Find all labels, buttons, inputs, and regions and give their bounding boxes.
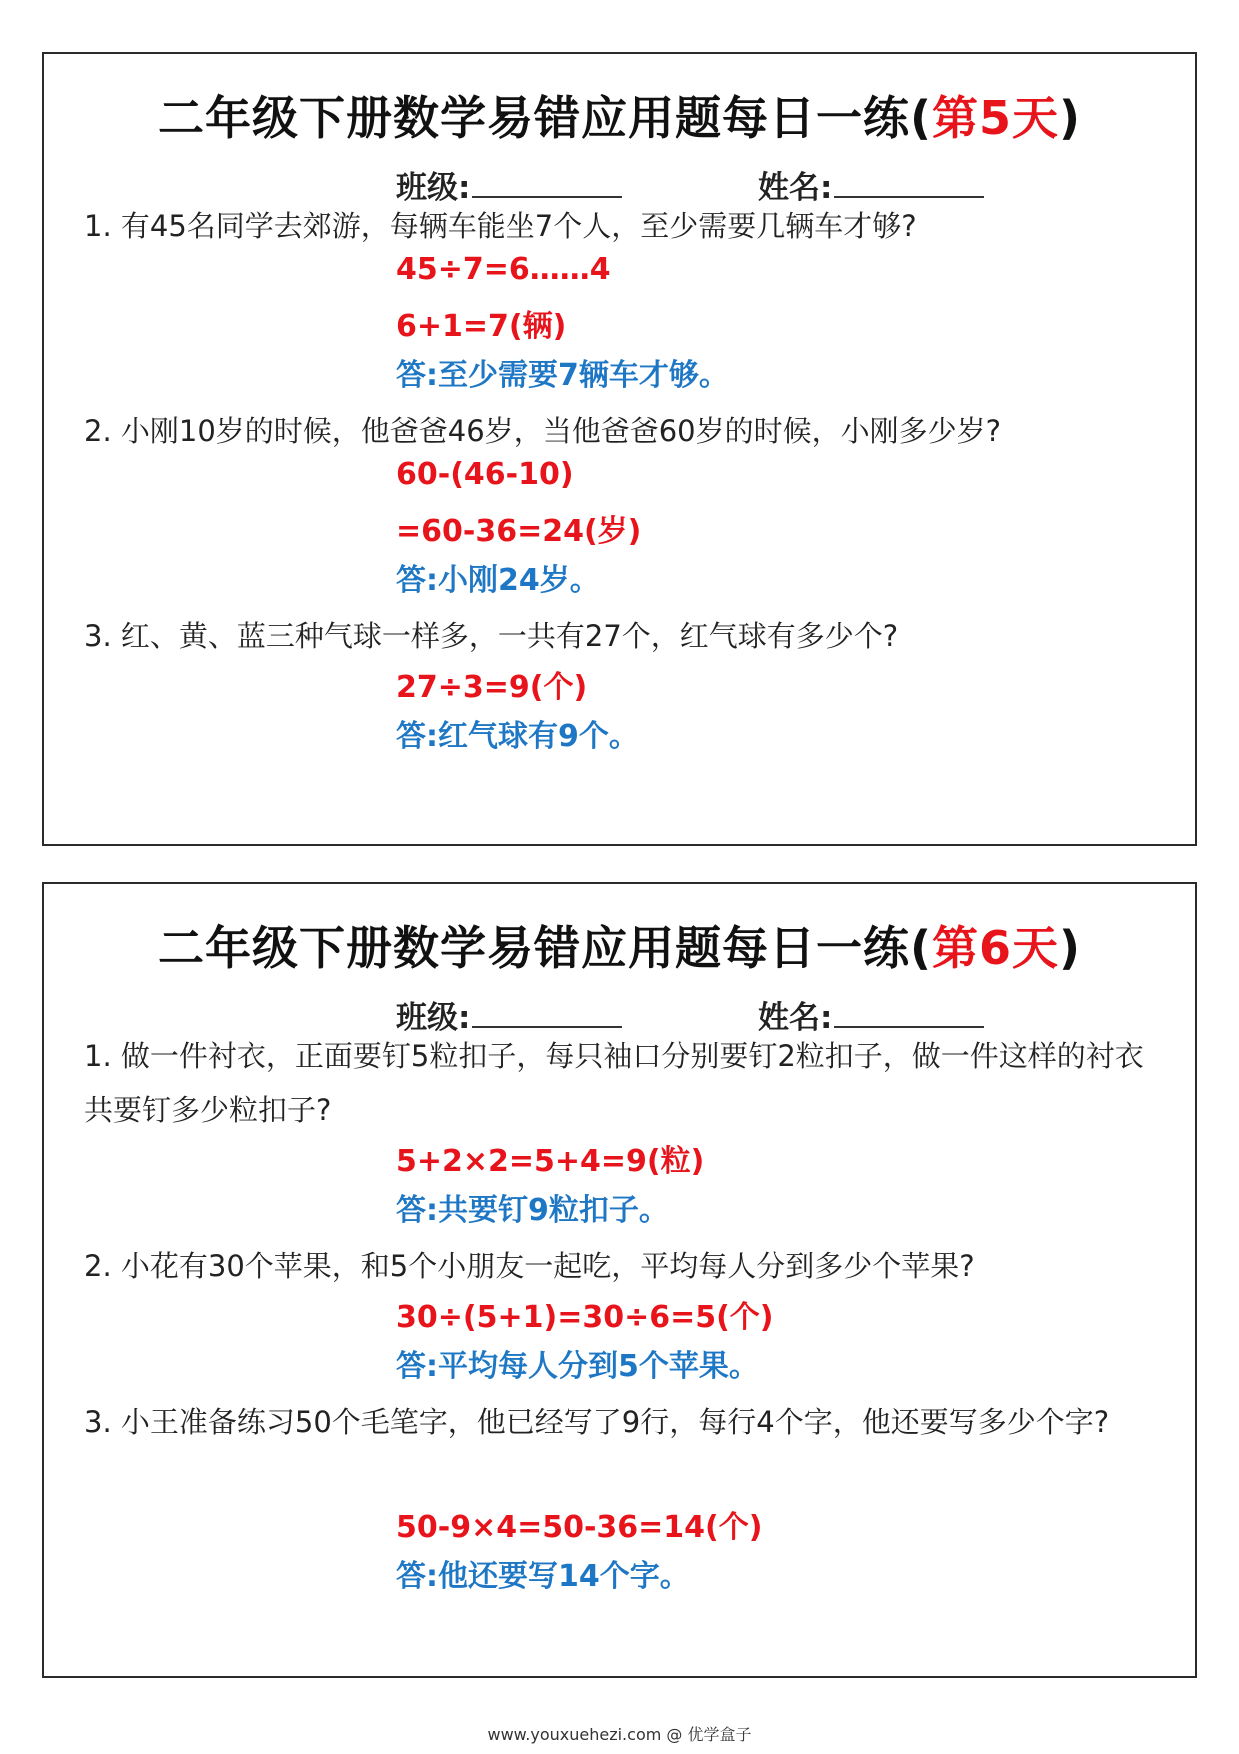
answer-line: 答:小刚24岁。 xyxy=(396,563,600,598)
class-blank-line[interactable] xyxy=(472,998,622,1028)
question-text: 2. 小刚10岁的时候，他爸爸46岁，当他爸爸60岁的时候，小刚多少岁? xyxy=(84,414,1001,448)
calculation-line: 27÷3=9(个) xyxy=(396,670,588,705)
class-blank-line[interactable] xyxy=(472,168,622,198)
answer-line: 答:至少需要7辆车才够。 xyxy=(396,358,729,393)
question-text: 3. 红、黄、蓝三种气球一样多，一共有27个，红气球有多少个? xyxy=(84,619,899,653)
calculation-line: 6+1=7(辆) xyxy=(396,309,567,344)
name-blank-line[interactable] xyxy=(834,168,984,198)
question-text: 3. 小王准备练习50个毛笔字，他已经写了9行，每行4个字，他还要写多少个字? xyxy=(84,1405,1110,1439)
question-text: 2. 小花有30个苹果，和5个小朋友一起吃，平均每人分到多少个苹果? xyxy=(84,1249,975,1283)
title-main-text: 二年级下册数学易错应用题每日一练( xyxy=(157,91,932,145)
worksheet-title xyxy=(44,912,1195,978)
question-text: 1. 有45名同学去郊游，每辆车能坐7个人，至少需要几辆车才够? xyxy=(84,209,917,243)
answer-line: 答:平均每人分到5个苹果。 xyxy=(396,1349,759,1384)
title-main-text: 二年级下册数学易错应用题每日一练( xyxy=(157,921,932,975)
worksheet-title xyxy=(44,82,1195,148)
worksheet-card-day6 xyxy=(42,882,1197,1678)
calculation-line: 30÷(5+1)=30÷6=5(个) xyxy=(396,1300,774,1335)
title-close-paren: ) xyxy=(1059,91,1082,145)
class-label: 班级: xyxy=(396,1000,471,1036)
class-label: 班级: xyxy=(396,170,471,206)
title-day-label: 第5天 xyxy=(931,91,1059,145)
calculation-line: 60-(46-10) xyxy=(396,457,574,492)
calculation-line: =60-36=24(岁) xyxy=(396,514,642,549)
name-label: 姓名: xyxy=(758,170,833,206)
calculation-line: 5+2×2=5+4=9(粒) xyxy=(396,1144,705,1179)
answer-line: 答:共要钉9粒扣子。 xyxy=(396,1193,669,1228)
name-blank-line[interactable] xyxy=(834,998,984,1028)
worksheet-card-day5 xyxy=(42,52,1197,846)
calculation-line: 50-9×4=50-36=14(个) xyxy=(396,1510,763,1545)
calculation-line: 45÷7=6……4 xyxy=(396,252,611,287)
title-close-paren: ) xyxy=(1059,921,1082,975)
footer-watermark: www.youxuehezi.com @ 优学盒子 xyxy=(487,1725,752,1744)
title-day-label: 第6天 xyxy=(931,921,1059,975)
answer-line: 答:红气球有9个。 xyxy=(396,719,639,754)
name-label: 姓名: xyxy=(758,1000,833,1036)
question-text: 1. 做一件衬衣，正面要钉5粒扣子，每只袖口分别要钉2粒扣子，做一件这样的衬衣共要钉多少粒扣子? xyxy=(84,1039,1144,1127)
answer-line: 答:他还要写14个字。 xyxy=(396,1559,690,1594)
